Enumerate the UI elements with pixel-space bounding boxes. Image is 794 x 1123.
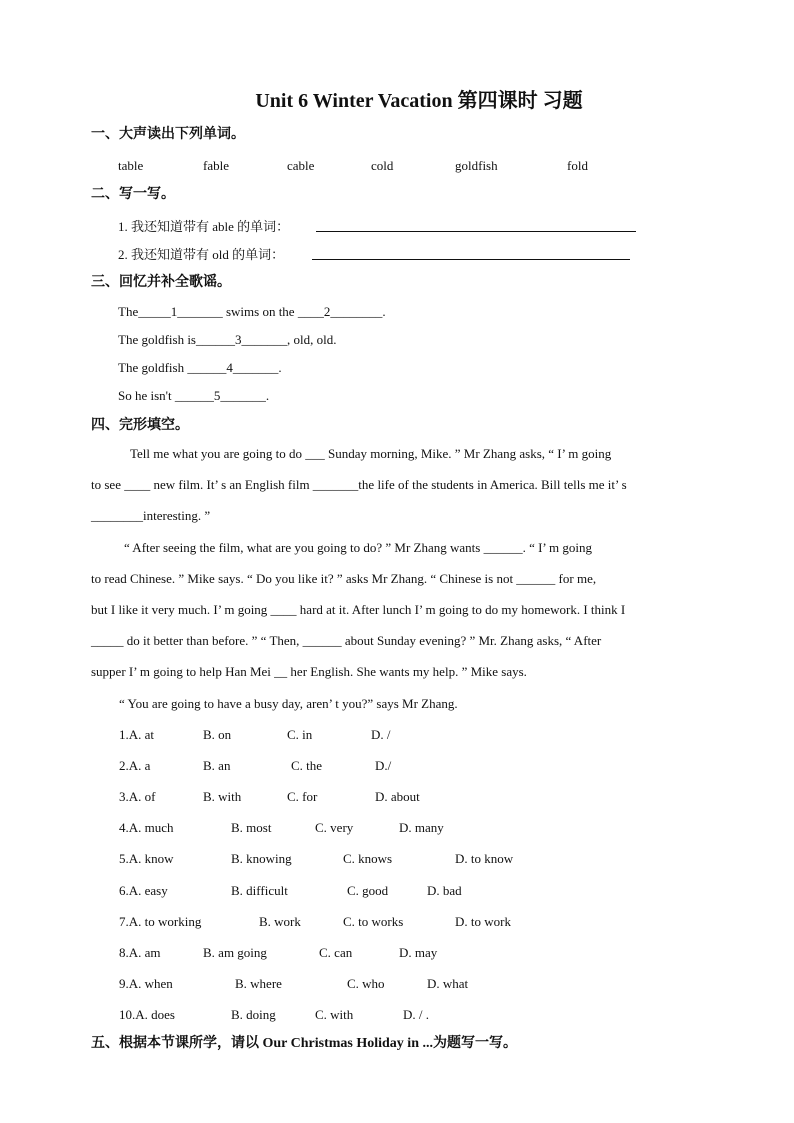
rhyme-line: The goldfish ______4_______. [118, 360, 282, 375]
option: B. work [259, 914, 301, 929]
option: D. may [399, 945, 438, 960]
option: D. / [371, 727, 391, 742]
section-1-heading: 一、大声读出下列单词。 [91, 127, 245, 142]
option: C. to works [343, 914, 404, 929]
cloze-line: ________interesting. ” [91, 508, 211, 523]
option: 3.A. of [119, 789, 156, 804]
option: D. what [427, 976, 469, 991]
option: D. bad [427, 883, 462, 898]
option: D. to know [455, 851, 514, 866]
option: 1.A. at [119, 727, 155, 742]
word-item: cable [287, 158, 315, 173]
word-list [0, 158, 794, 176]
option: 9.A. when [119, 976, 173, 991]
cloze-line: “ You are going to have a busy day, aren’ t you?” says Mr Zhang. [119, 696, 458, 711]
word-item: fable [203, 158, 229, 173]
option: B. where [235, 976, 282, 991]
cloze-line: to read Chinese. ” Mike says. “ Do you like it? ” asks Mr Zhang. “ Chinese is not ______ for me, [91, 571, 597, 586]
option: 4.A. much [119, 820, 174, 835]
option: B. an [203, 758, 231, 773]
answer-line-1[interactable] [316, 231, 636, 232]
option: B. difficult [231, 883, 288, 898]
option: 5.A. know [119, 851, 174, 866]
option: B. with [203, 789, 242, 804]
option: C. who [347, 976, 385, 991]
option: D. about [375, 789, 420, 804]
option: D. many [399, 820, 444, 835]
option: C. very [315, 820, 354, 835]
option: 10.A. does [119, 1007, 175, 1022]
option: B. knowing [231, 851, 292, 866]
option: B. am going [203, 945, 267, 960]
option: C. the [291, 758, 323, 773]
word-item: fold [567, 158, 588, 173]
option: 2.A. a [119, 758, 151, 773]
option: C. in [287, 727, 313, 742]
rhyme-line: So he isn't ______5_______. [118, 388, 270, 403]
option: B. on [203, 727, 232, 742]
section-4-heading: 四、完形填空。 [91, 418, 189, 433]
word-item: table [118, 158, 144, 173]
option: 6.A. easy [119, 883, 168, 898]
section-3-heading: 三、回忆并补全歌谣。 [91, 275, 231, 290]
section-5-heading: 五、根据本节课所学，请以 Our Christmas Holiday in ...为题写一写。 [91, 1036, 517, 1051]
section-2-heading: 二、写一写。 [91, 187, 175, 202]
rhyme-line: The goldfish is______3_______, old, old. [118, 332, 337, 347]
option: D. / . [403, 1007, 429, 1022]
option: B. doing [231, 1007, 276, 1022]
cloze-line: “ After seeing the film, what are you going to do? ” Mr Zhang wants ______. “ I’ m going [124, 540, 593, 555]
write-item-1: 1. 我还知道带有 able 的单词： [118, 219, 290, 234]
cloze-line: supper I’ m going to help Han Mei __ her English. She wants my help. ” Mike says. [91, 664, 527, 679]
cloze-line: Tell me what you are going to do ___ Sunday morning, Mike. ” Mr Zhang asks, “ I’ m going [130, 446, 612, 461]
rhyme-line: The_____1_______ swims on the ____2________. [118, 304, 386, 319]
word-item: cold [371, 158, 394, 173]
option: C. with [315, 1007, 354, 1022]
page-title: Unit 6 Winter Vacation 第四课时 习题 [255, 90, 583, 112]
answer-line-2[interactable] [312, 259, 630, 260]
cloze-line: _____ do it better than before. ” “ Then, ______ about Sunday evening? ” Mr. Zhang asks, “ After [91, 633, 602, 648]
option: C. good [347, 883, 389, 898]
option: D. to work [455, 914, 511, 929]
option: C. can [319, 945, 353, 960]
option: D./ [375, 758, 392, 773]
option: C. knows [343, 851, 393, 866]
cloze-line: to see ____ new film. It’ s an English film _______the life of the students in America. Bill tells me it’ s [91, 477, 627, 492]
cloze-line: but I like it very much. I’ m going ____ hard at it. After lunch I’ m going to do my homework. I think I [91, 602, 626, 617]
option: 8.A. am [119, 945, 161, 960]
word-item: goldfish [455, 158, 498, 173]
option: C. for [287, 789, 318, 804]
write-item-2: 2. 我还知道带有 old 的单词： [118, 247, 285, 262]
option: 7.A. to working [119, 914, 202, 929]
option: B. most [231, 820, 272, 835]
